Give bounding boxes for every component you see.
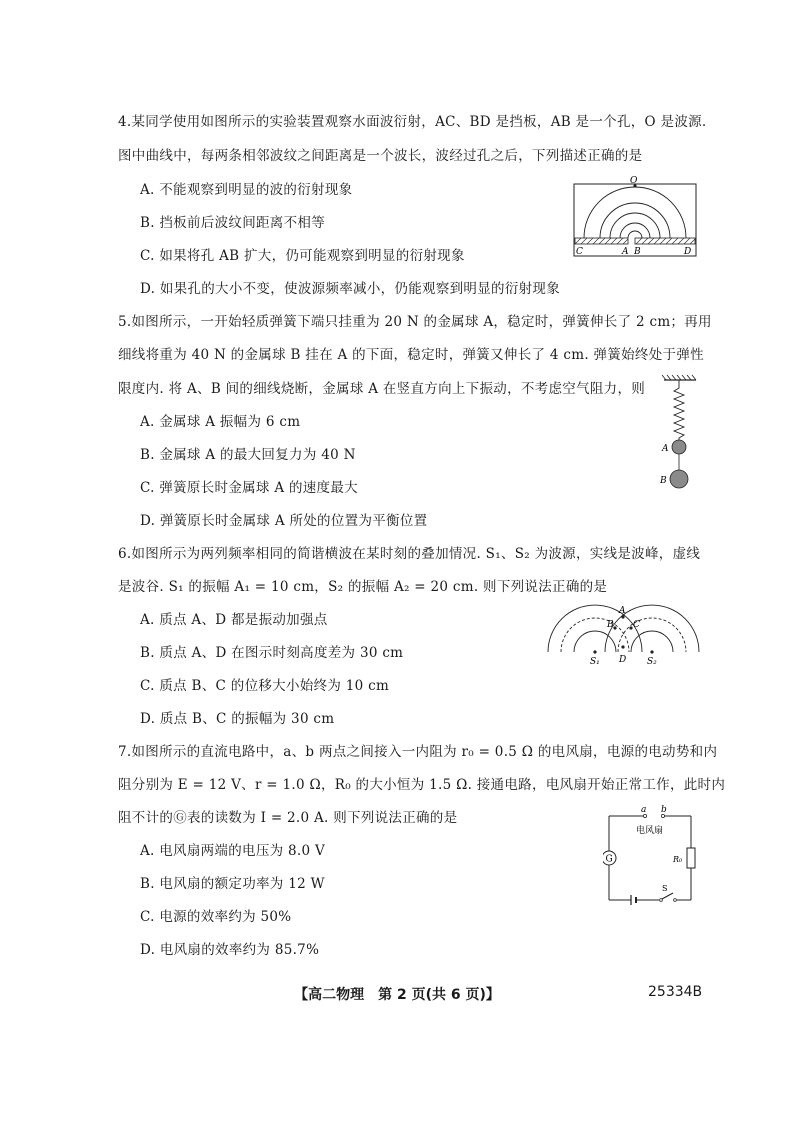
label-ball-b: B: [660, 476, 667, 486]
q5-stem-line1: 5.如图所示，一开始轻质弹簧下端只挂重为 20 N 的金属球 A，稳定时，弹簧伸长了 2 cm；再用: [118, 314, 712, 330]
label-a: A: [622, 247, 629, 257]
q4-option-b: B. 挡板前后波纹间距离不相等: [140, 215, 326, 231]
q4-option-d: D. 如果孔的大小不变，使波源频率减小，仍能观察到明显的衍射现象: [140, 281, 561, 297]
q6-option-b: B. 质点 A、D 在图示时刻高度差为 30 cm: [140, 645, 404, 661]
label-point-a: A: [619, 606, 626, 616]
label-s2: S₂: [647, 657, 657, 667]
q6-option-d: D. 质点 B、C 的振幅为 30 cm: [140, 711, 335, 727]
q6-option-a: A. 质点 A、D 都是振动加强点: [140, 612, 328, 628]
q7-stem-line2: 阻分别为 E = 12 V、r = 1.0 Ω，R₀ 的大小恒为 1.5 Ω. 接通电路，电风扇开始正常工作，此时内: [118, 777, 726, 793]
label-point-c: C: [633, 620, 640, 630]
label-d: D: [684, 247, 692, 257]
label-point-b: B: [607, 620, 614, 630]
q7-option-b: B. 电风扇的额定功率为 12 W: [140, 876, 325, 892]
q5-spring-figure: [652, 374, 700, 492]
q4-option-a: A. 不能观察到明显的波的衍射现象: [140, 182, 353, 198]
label-o: O: [630, 176, 638, 186]
q6-stem-line2: 是波谷. S₁ 的振幅 A₁ = 10 cm，S₂ 的振幅 A₂ = 20 cm. 则下列说法正确的是: [118, 579, 608, 595]
q5-option-b: B. 金属球 A 的最大回复力为 40 N: [140, 447, 356, 463]
q5-stem-line3: 限度内. 将 A、B 间的细线烧断，金属球 A 在竖直方向上下振动，不考虑空气阻力，则: [118, 381, 646, 397]
q7-option-a: A. 电风扇两端的电压为 8.0 V: [140, 843, 326, 859]
q6-option-c: C. 质点 B、C 的位移大小始终为 10 cm: [140, 678, 390, 694]
label-terminal-a: a: [641, 805, 647, 815]
label-ball-a: A: [662, 444, 669, 454]
q7-option-c: C. 电源的效率约为 50%: [140, 909, 292, 925]
q7-option-d: D. 电风扇的效率约为 85.7%: [140, 942, 320, 958]
label-terminal-b: b: [661, 805, 667, 815]
page-footer: 【高二物理 第 2 页(共 6 页)】: [294, 987, 500, 1003]
q7-stem-line1: 7.如图所示的直流电路中，a、b 两点之间接入一内阻为 r₀ = 0.5 Ω 的电风扇，电源的电动势和内: [118, 744, 718, 760]
label-switch: S: [662, 884, 668, 893]
label-c: C: [576, 247, 583, 257]
q7-stem-line3: 阻不计的Ⓖ表的读数为 I = 2.0 A. 则下列说法正确的是: [118, 810, 458, 826]
q6-interference-figure: [545, 602, 705, 670]
label-fan: 电风扇: [636, 826, 664, 836]
label-b: B: [634, 247, 641, 257]
q4-diffraction-figure: [572, 176, 700, 258]
label-point-d: D: [619, 655, 627, 665]
label-r0: R₀: [673, 855, 683, 864]
q4-stem-line2: 图中曲线中，每两条相邻波纹之间距离是一个波长，波经过孔之后，下列描述正确的是: [118, 148, 643, 164]
q7-circuit-figure: [603, 804, 699, 908]
q5-option-a: A. 金属球 A 振幅为 6 cm: [140, 414, 301, 430]
paper-code: 25334B: [648, 984, 703, 1000]
q4-stem-line1: 4.某同学使用如图所示的实验装置观察水面波衍射，AC、BD 是挡板，AB 是一个孔，O 是波源.: [118, 114, 707, 130]
q5-stem-line2: 细线将重为 40 N 的金属球 B 挂在 A 的下面，稳定时，弹簧又伸长了 4 cm. 弹簧始终处于弹性: [118, 347, 704, 363]
galvanometer-label: G: [605, 854, 613, 865]
label-s1: S₁: [590, 657, 600, 667]
q4-option-c: C. 如果将孔 AB 扩大，仍可能观察到明显的衍射现象: [140, 248, 465, 264]
q5-option-d: D. 弹簧原长时金属球 A 所处的位置为平衡位置: [140, 513, 428, 529]
q6-stem-line1: 6.如图所示为两列频率相同的简谐横波在某时刻的叠加情况. S₁、S₂ 为波源，实线是波峰，虚线: [118, 546, 701, 562]
q5-option-c: C. 弹簧原长时金属球 A 的速度最大: [140, 480, 358, 496]
